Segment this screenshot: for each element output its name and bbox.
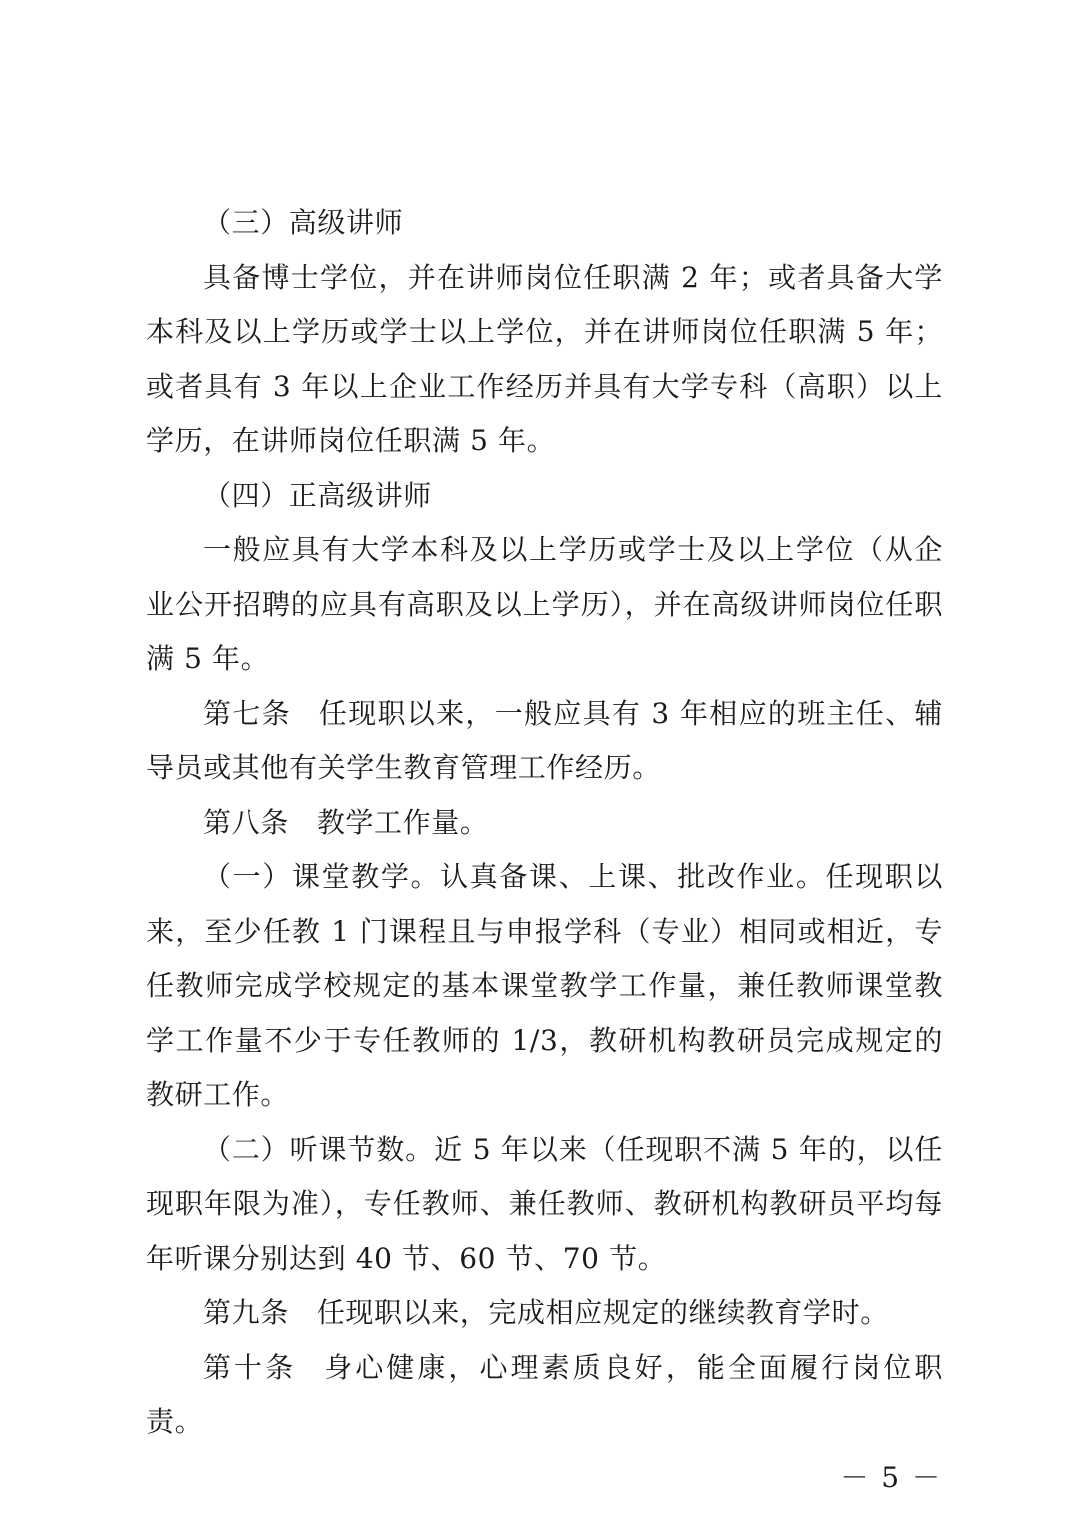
article-ten-number: 第十条 — [203, 1350, 297, 1384]
heading-senior-lecturer: （三）高级讲师 — [203, 206, 404, 239]
classroom-teaching-clause: （一）课堂教学。认真备课、上课、批改作业。任现职以来，至少任教 1 门课程且与申报学科（专业）相同或相近，专任教师完成学校规定的基本课堂教学工作量，兼任教师课堂教学工作量不少于专任教师的 1/3，教研机构教研员完成规定的教研工作。 — [146, 860, 943, 1111]
senior-lecturer-requirements: 具备博士学位，并在讲师岗位任职满 2 年；或者具备大学本科及以上学历或学士以上学位，并在讲师岗位任职满 5 年；或者具有 3 年以上企业工作经历并具有大学专科（高职）以上学历，在讲师岗位任职满 5 年。 — [146, 260, 943, 457]
article-eight-text: 教学工作量。 — [316, 805, 489, 839]
article-eight-number: 第八条 — [203, 805, 289, 839]
article-nine-text: 任现职以来，完成相应规定的继续教育学时。 — [316, 1296, 889, 1329]
document-body — [146, 196, 943, 1450]
lesson-observation-clause: （二）听课节数。近 5 年以来（任现职不满 5 年的，以任现职年限为准），专任教师、兼任教师、教研机构教研员平均每年听课分别达到 40 节、60 节、70 节。 — [146, 1132, 943, 1275]
article-ten-text: 身心健康，心理素质良好，能全面履行岗位职责。 — [146, 1350, 943, 1438]
full-senior-lecturer-requirements: 一般应具有大学本科及以上学历或学士及以上学位（从企业公开招聘的应具有高职及以上学历），并在高级讲师岗位任职满 5 年。 — [146, 533, 943, 675]
article-eight — [146, 796, 943, 851]
page-number: － 5 － — [840, 1461, 942, 1494]
article-nine-number: 第九条 — [203, 1296, 289, 1329]
article-nine — [146, 1286, 943, 1341]
article-seven-text: 任现职以来，一般应具有 3 年相应的班主任、辅导员或其他有关学生教育管理工作经历。 — [146, 696, 943, 784]
article-seven-number: 第七条 — [203, 696, 291, 730]
article-seven — [146, 687, 943, 796]
article-ten — [146, 1341, 943, 1450]
heading-full-senior-lecturer: （四）正高级讲师 — [203, 478, 432, 512]
